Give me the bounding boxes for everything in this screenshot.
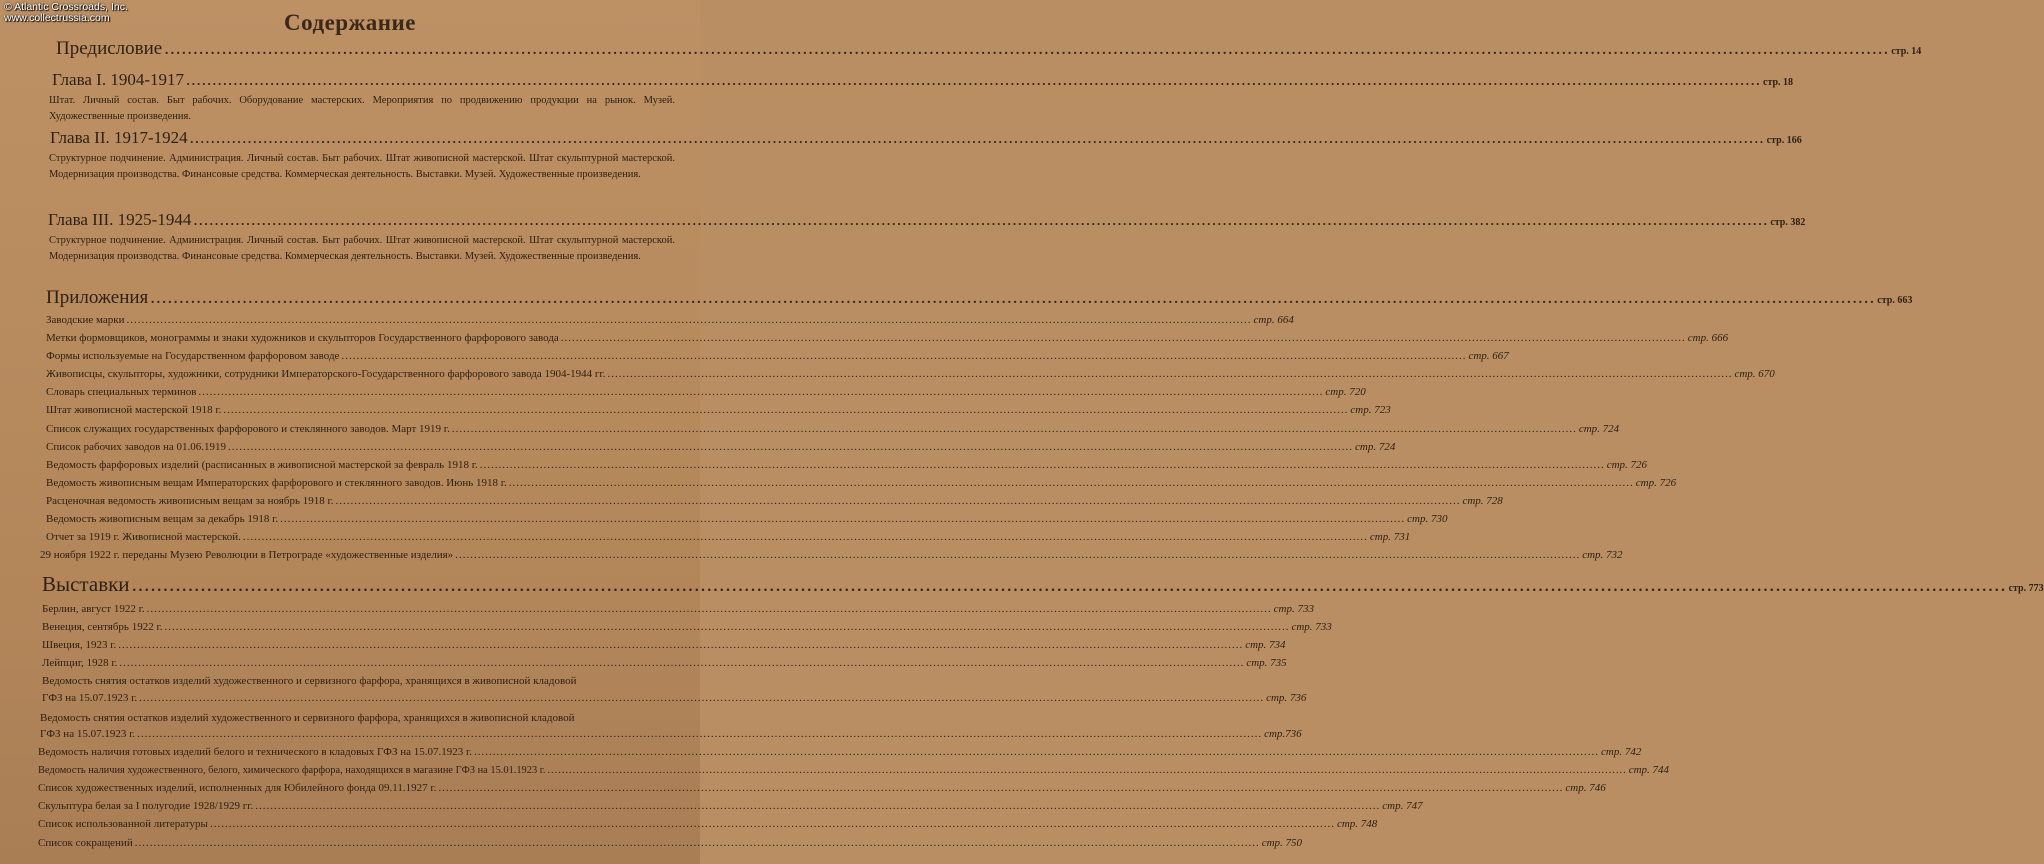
toc-label: Отчет за 1919 г. Живописной мастерской. (46, 531, 241, 543)
exhibition-item[interactable] (42, 603, 1314, 615)
dot-leader: ............................................................................................................................................................................................................................................................................................................ (451, 423, 1577, 435)
toc-page: стр. 747 (1382, 800, 1423, 812)
toc-page: стр. 746 (1565, 782, 1606, 794)
toc-label: Заводские марки (46, 314, 125, 326)
toc-label: Ведомость наличия художественного, белого, химического фарфора, находящихся в магазине ГФЗ на 15.01.1923 г. (38, 765, 546, 776)
appendix-item[interactable] (40, 549, 1623, 561)
dot-leader: ............................................................................................................................................................................................................................................................................................................ (146, 603, 1272, 615)
dot-leader: ............................................................................................................................................................................................................................................................................................................ (164, 38, 1890, 59)
exhibition-item[interactable] (38, 782, 1606, 794)
toc-label: Список использованной литературы (38, 818, 208, 830)
toc-chapter-3[interactable] (48, 210, 1806, 230)
toc-page: стр. 773 (2008, 583, 2044, 594)
toc-label: Лейпциг, 1928 г. (42, 657, 118, 669)
toc-page: стр. 720 (1325, 386, 1366, 398)
toc-page: стр. 664 (1253, 314, 1294, 326)
toc-label: Список рабочих заводов на 01.06.1919 (46, 441, 227, 453)
toc-label: Список художественных изделий, исполненных для Юбилейного фонда 09.11.1927 г. (38, 782, 437, 794)
toc-page: стр. 667 (1468, 350, 1509, 362)
toc-appendix[interactable] (46, 287, 1913, 309)
toc-label: Предисловие (56, 38, 163, 59)
toc-label: Приложения (46, 287, 149, 308)
appendix-item[interactable] (46, 495, 1503, 507)
toc-page: стр. 736 (1266, 692, 1307, 704)
dot-leader: ............................................................................................................................................................................................................................................................................................................ (126, 314, 1252, 326)
dot-leader: ............................................................................................................................................................................................................................................................................................................ (131, 572, 2007, 596)
toc-label: Выставки (42, 572, 130, 596)
toc-page: стр. 732 (1582, 549, 1623, 561)
appendix-item[interactable] (46, 332, 1729, 344)
toc-page: стр. 666 (1687, 332, 1729, 344)
toc-label: Живописцы, скульпторы, художники, сотрудники Императорского-Государственного фарфорового завода 1904-1944 гг. (46, 368, 606, 380)
appendix-item[interactable] (46, 477, 1677, 489)
watermark-url: www.collectrussia.com (4, 12, 110, 24)
toc-page: стр. 724 (1578, 423, 1620, 435)
appendix-item[interactable] (46, 368, 1775, 380)
toc-chapter-1[interactable] (52, 70, 1794, 90)
appendix-item[interactable] (46, 404, 1391, 416)
exhibition-item[interactable] (38, 746, 1642, 758)
appendix-item[interactable] (46, 531, 1411, 543)
toc-page: стр. 724 (1355, 441, 1396, 453)
exhibition-item[interactable] (38, 800, 1423, 812)
toc-label: Ведомость живописным вещам за декабрь 1918 г. (46, 513, 279, 525)
toc-page: стр. 726 (1606, 459, 1648, 471)
toc-label: Ведомость снятия остатков изделий художественного и сервизного фарфора, хранящихся в живописной кладовой (40, 712, 575, 724)
toc-page: стр. 18 (1763, 77, 1794, 88)
toc-page: стр. 750 (1261, 837, 1303, 849)
exhibition-item[interactable] (42, 621, 1332, 633)
toc-label: Ведомость живописным вещам Императорских фарфорового и стеклянного заводов. Июнь 1918 г. (46, 477, 507, 489)
toc-page: стр. 744 (1628, 764, 1670, 776)
dot-leader: ............................................................................................................................................................................................................................................................................................................ (547, 765, 1627, 776)
toc-label: Список сокращений (38, 837, 133, 849)
appendix-item[interactable] (46, 350, 1509, 362)
toc-page: стр. 742 (1601, 746, 1642, 758)
appendix-item[interactable] (46, 314, 1294, 326)
toc-label: Берлин, август 1922 г. (42, 603, 145, 615)
dot-leader: ............................................................................................................................................................................................................................................................................................................ (341, 350, 1467, 362)
exhibition-item[interactable] (42, 675, 642, 687)
toc-label: Ведомость снятия остатков изделий художественного и сервизного фарфора, хранящихся в живописной кладовой (42, 675, 577, 687)
dot-leader: ............................................................................................................................................................................................................................................................................................................ (242, 531, 1368, 543)
toc-page: стр. 663 (1877, 295, 1913, 306)
dot-leader: ............................................................................................................................................................................................................................................................................................................ (335, 495, 1461, 507)
toc-page: стр. 733 (1291, 621, 1332, 633)
appendix-item[interactable] (46, 441, 1396, 453)
dot-leader: ............................................................................................................................................................................................................................................................................................................ (186, 70, 1761, 89)
toc-page: стр. 670 (1734, 368, 1775, 380)
toc-label: Список служащих государственных фарфорового и стеклянного заводов. Март 1919 г. (46, 423, 450, 435)
dot-leader: ............................................................................................................................................................................................................................................................................................................ (134, 837, 1260, 849)
exhibition-item[interactable] (38, 764, 1670, 776)
toc-page: стр. 733 (1273, 603, 1314, 615)
exhibition-item-continued[interactable] (42, 692, 1307, 704)
toc-label: Ведомость фарфоровых изделий (расписанных в живописной мастерской за февраль 1918 г. (46, 459, 478, 471)
toc-exhibitions[interactable] (42, 572, 2044, 597)
appendix-item[interactable] (46, 423, 1620, 435)
dot-leader: ............................................................................................................................................................................................................................................................................................................ (455, 549, 1581, 561)
toc-label: Венеция, сентябрь 1922 г. (42, 621, 163, 633)
chapter-3-description: Структурное подчинение. Администрация. Личный состав. Быт рабочих. Штат живописной мастерской. Штат скульптурной мастерской. Модернизация производства. Финансовые средства. Коммерческая деятельность. Выставки. Музей. Художественные произведения. (49, 235, 675, 262)
exhibition-item[interactable] (42, 639, 1286, 651)
toc-label: Ведомость наличия готовых изделий белого и технического в кладовых ГФЗ на 15.07.1923 г. (38, 746, 473, 758)
toc-page: стр. 735 (1246, 657, 1287, 669)
dot-leader: ............................................................................................................................................................................................................................................................................................................ (508, 477, 1634, 489)
toc-page: стр. 14 (1891, 46, 1922, 57)
toc-label: Штат живописной мастерской 1918 г. (46, 404, 222, 416)
toc-page: стр. 723 (1350, 404, 1391, 416)
exhibition-item[interactable] (40, 712, 640, 724)
dot-leader: ............................................................................................................................................................................................................................................................................................................ (119, 657, 1245, 669)
dot-leader: ............................................................................................................................................................................................................................................................................................................ (255, 800, 1381, 812)
toc-page: стр.736 (1264, 728, 1302, 740)
toc-label: Швеция, 1923 г. (42, 639, 117, 651)
toc-label: Расценочная ведомость живописным вещам за ноябрь 1918 г. (46, 495, 334, 507)
dot-leader: ............................................................................................................................................................................................................................................................................................................ (228, 441, 1354, 453)
dot-leader: ............................................................................................................................................................................................................................................................................................................ (193, 210, 1769, 229)
dot-leader: ............................................................................................................................................................................................................................................................................................................ (223, 404, 1349, 416)
toc-label: 29 ноября 1922 г. переданы Музею Революции в Петрограде «художественные изделия» (40, 549, 454, 561)
dot-leader: ............................................................................................................................................................................................................................................................................................................ (560, 332, 1686, 344)
toc-label: Скульптура белая за I полугодие 1928/1929 гг. (38, 800, 254, 812)
toc-chapter-2[interactable] (50, 128, 1802, 148)
toc-label-continued: ГФЗ на 15.07.1923 г. (42, 692, 138, 704)
exhibition-item[interactable] (38, 818, 1378, 830)
appendix-item[interactable] (46, 459, 1648, 471)
toc-label: Формы используемые на Государственном фарфоровом заводе (46, 350, 340, 362)
exhibition-item-continued[interactable] (40, 728, 1302, 740)
toc-page: стр. 382 (1770, 217, 1806, 228)
toc-page: стр. 726 (1635, 477, 1677, 489)
toc-page: стр. 748 (1336, 818, 1378, 830)
dot-leader: ............................................................................................................................................................................................................................................................................................................ (280, 513, 1406, 525)
toc-page: стр. 730 (1407, 513, 1448, 525)
toc-page: стр. 166 (1766, 135, 1802, 146)
page-title: Содержание (284, 10, 416, 35)
appendix-item[interactable] (46, 513, 1448, 525)
dot-leader: ............................................................................................................................................................................................................................................................................................................ (438, 782, 1564, 794)
chapter-2-description: Структурное подчинение. Администрация. Личный состав. Быт рабочих. Штат живописной мастерской. Штат скульптурной мастерской. Модернизация производства. Финансовые средства. Коммерческая деятельность. Выставки. Музей. Художественные произведения. (49, 153, 675, 180)
dot-leader: ............................................................................................................................................................................................................................................................................................................ (198, 386, 1324, 398)
toc-page: стр. 728 (1462, 495, 1503, 507)
dot-leader: ............................................................................................................................................................................................................................................................................................................ (209, 818, 1335, 830)
dot-leader: ............................................................................................................................................................................................................................................................................................................ (189, 128, 1765, 147)
toc-page: стр. 731 (1369, 531, 1411, 543)
toc-label: Глава III. 1925-1944 (48, 210, 192, 229)
dot-leader: ............................................................................................................................................................................................................................................................................................................ (150, 287, 1876, 308)
appendix-item[interactable] (46, 386, 1366, 398)
toc-label: Глава II. 1917-1924 (50, 128, 188, 147)
dot-leader: ............................................................................................................................................................................................................................................................................................................ (164, 621, 1290, 633)
dot-leader: ............................................................................................................................................................................................................................................................................................................ (137, 728, 1263, 740)
toc-label-continued: ГФЗ на 15.07.1923 г. (40, 728, 136, 740)
dot-leader: ............................................................................................................................................................................................................................................................................................................ (139, 692, 1265, 704)
watermark-copyright: © Atlantic Crossroads, Inc. (4, 1, 128, 13)
exhibition-item[interactable] (38, 837, 1303, 849)
dot-leader: ............................................................................................................................................................................................................................................................................................................ (474, 746, 1600, 758)
toc-preface[interactable] (56, 38, 1922, 60)
toc-label: Глава I. 1904-1917 (52, 70, 184, 89)
exhibition-item[interactable] (42, 657, 1287, 669)
dot-leader: ............................................................................................................................................................................................................................................................................................................ (479, 459, 1605, 471)
dot-leader: ............................................................................................................................................................................................................................................................................................................ (607, 368, 1733, 380)
toc-page: стр. 734 (1245, 639, 1286, 651)
toc-label: Метки формовщиков, монограммы и знаки художников и скульпторов Государственного фарфорового завода (46, 332, 559, 344)
toc-label: Словарь специальных терминов (46, 386, 197, 398)
chapter-1-description: Штат. Личный состав. Быт рабочих. Оборудование мастерских. Мероприятия по продвижению продукции на рынок. Музей. Художественные произведения. (49, 95, 675, 122)
dot-leader: ............................................................................................................................................................................................................................................................................................................ (118, 639, 1244, 651)
